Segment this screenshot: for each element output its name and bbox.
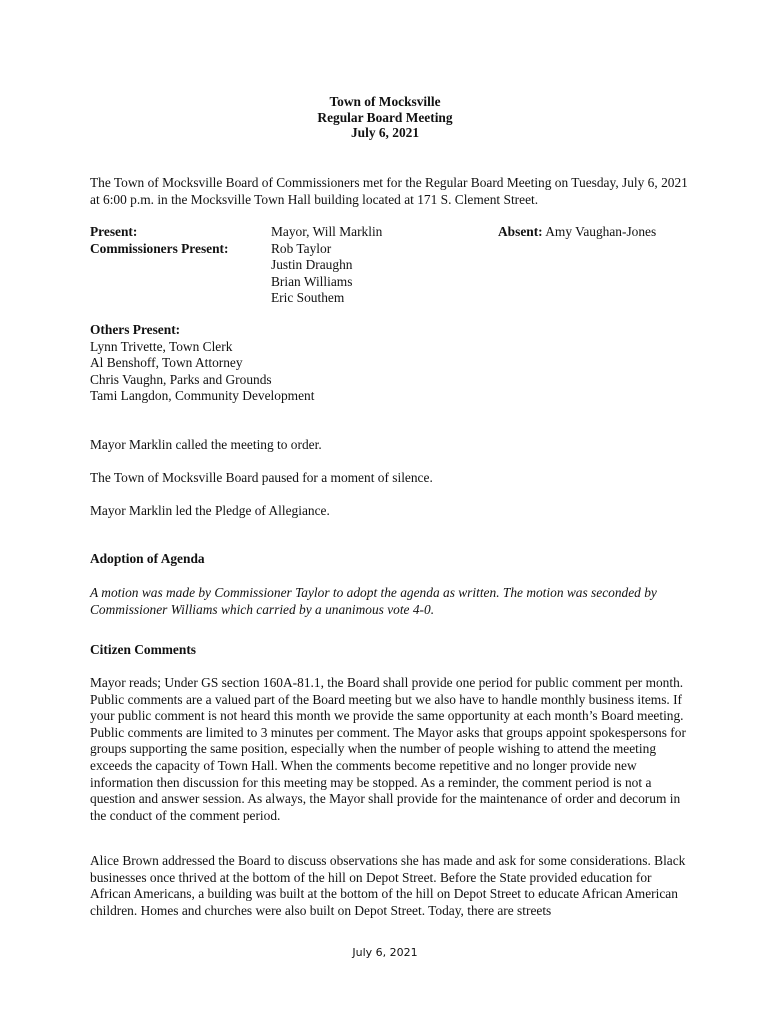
others-name: Al Benshoff, Town Attorney	[90, 355, 243, 371]
meeting-title: Regular Board Meeting	[317, 109, 453, 125]
town-title: Town of Mocksville	[329, 94, 441, 109]
alice-brown-paragraph: Alice Brown addressed the Board to discuss observations she has made and ask for some considerations. Black businesses once thrived at the bottom of the hill on Depot Street. Before the State provided education for African Americans, a building was built at the bottom of the hill on Depot Street to educate African American children. Homes and churches were also built on Depot Street. Today, there are streets	[90, 853, 686, 918]
present-label: Present:	[90, 224, 138, 239]
absent-name: Amy Vaughan-Jones	[545, 224, 657, 239]
present-name: Rob Taylor	[271, 240, 332, 256]
document-header	[0, 94, 770, 141]
moment-of-silence: The Town of Mocksville Board paused for a moment of silence.	[90, 470, 433, 485]
present-name: Eric Southem	[271, 290, 345, 306]
agenda-motion: A motion was made by Commissioner Taylor to adopt the agenda as written. The motion was seconded by Commissioner Williams which carried by a unanimous vote 4-0.	[90, 585, 657, 617]
pledge-of-allegiance: Mayor Marklin led the Pledge of Allegiance.	[90, 503, 330, 518]
present-name: Brian Williams	[271, 273, 353, 289]
intro-paragraph: The Town of Mocksville Board of Commissioners met for the Regular Board Meeting on Tuesday, July 6, 2021 at 6:00 p.m. in the Mocksville Town Hall building located at 171 S. Clement Street.	[90, 175, 688, 207]
citizen-comments-heading: Citizen Comments	[90, 642, 196, 657]
absent-label: Absent:	[498, 224, 543, 239]
present-name: Justin Draughn	[271, 257, 353, 273]
others-name: Chris Vaughn, Parks and Grounds	[90, 371, 272, 387]
page-footer-date: July 6, 2021	[352, 946, 418, 959]
meeting-date: July 6, 2021	[350, 125, 420, 140]
mayor-reads-paragraph: Mayor reads; Under GS section 160A-81.1, the Board shall provide one period for public comment per month. Public comments are a valued part of the Board meeting but we also have to handle monthly business items. If your public comment is not heard this month we provide the same opportunity at each month’s Board meeting. Public comments are limited to 3 minutes per comment. The Mayor asks that groups appoint spokespersons for groups supporting the same position, especially when the number of people wishing to attend the meeting exceeds the capacity of Town Hall. When the comments become repetitive and no longer provide new information then discussion for this meeting may be stopped. As a reminder, the comment period is not a question and answer session. As always, the Mayor shall provide for the maintenance of order and decorum in the conduct of the comment period.	[90, 675, 686, 823]
present-names-list	[271, 224, 382, 307]
attendance-labels	[90, 224, 228, 257]
called-to-order: Mayor Marklin called the meeting to order.	[90, 437, 322, 452]
others-present-heading: Others Present:	[90, 322, 181, 337]
agenda-heading: Adoption of Agenda	[90, 551, 205, 566]
others-present-section	[90, 322, 314, 405]
others-name: Lynn Trivette, Town Clerk	[90, 338, 233, 354]
others-name: Tami Langdon, Community Development	[90, 388, 315, 404]
absent-entry	[498, 224, 656, 241]
present-name: Mayor, Will Marklin	[271, 224, 383, 239]
commissioners-label: Commissioners Present:	[90, 240, 229, 256]
